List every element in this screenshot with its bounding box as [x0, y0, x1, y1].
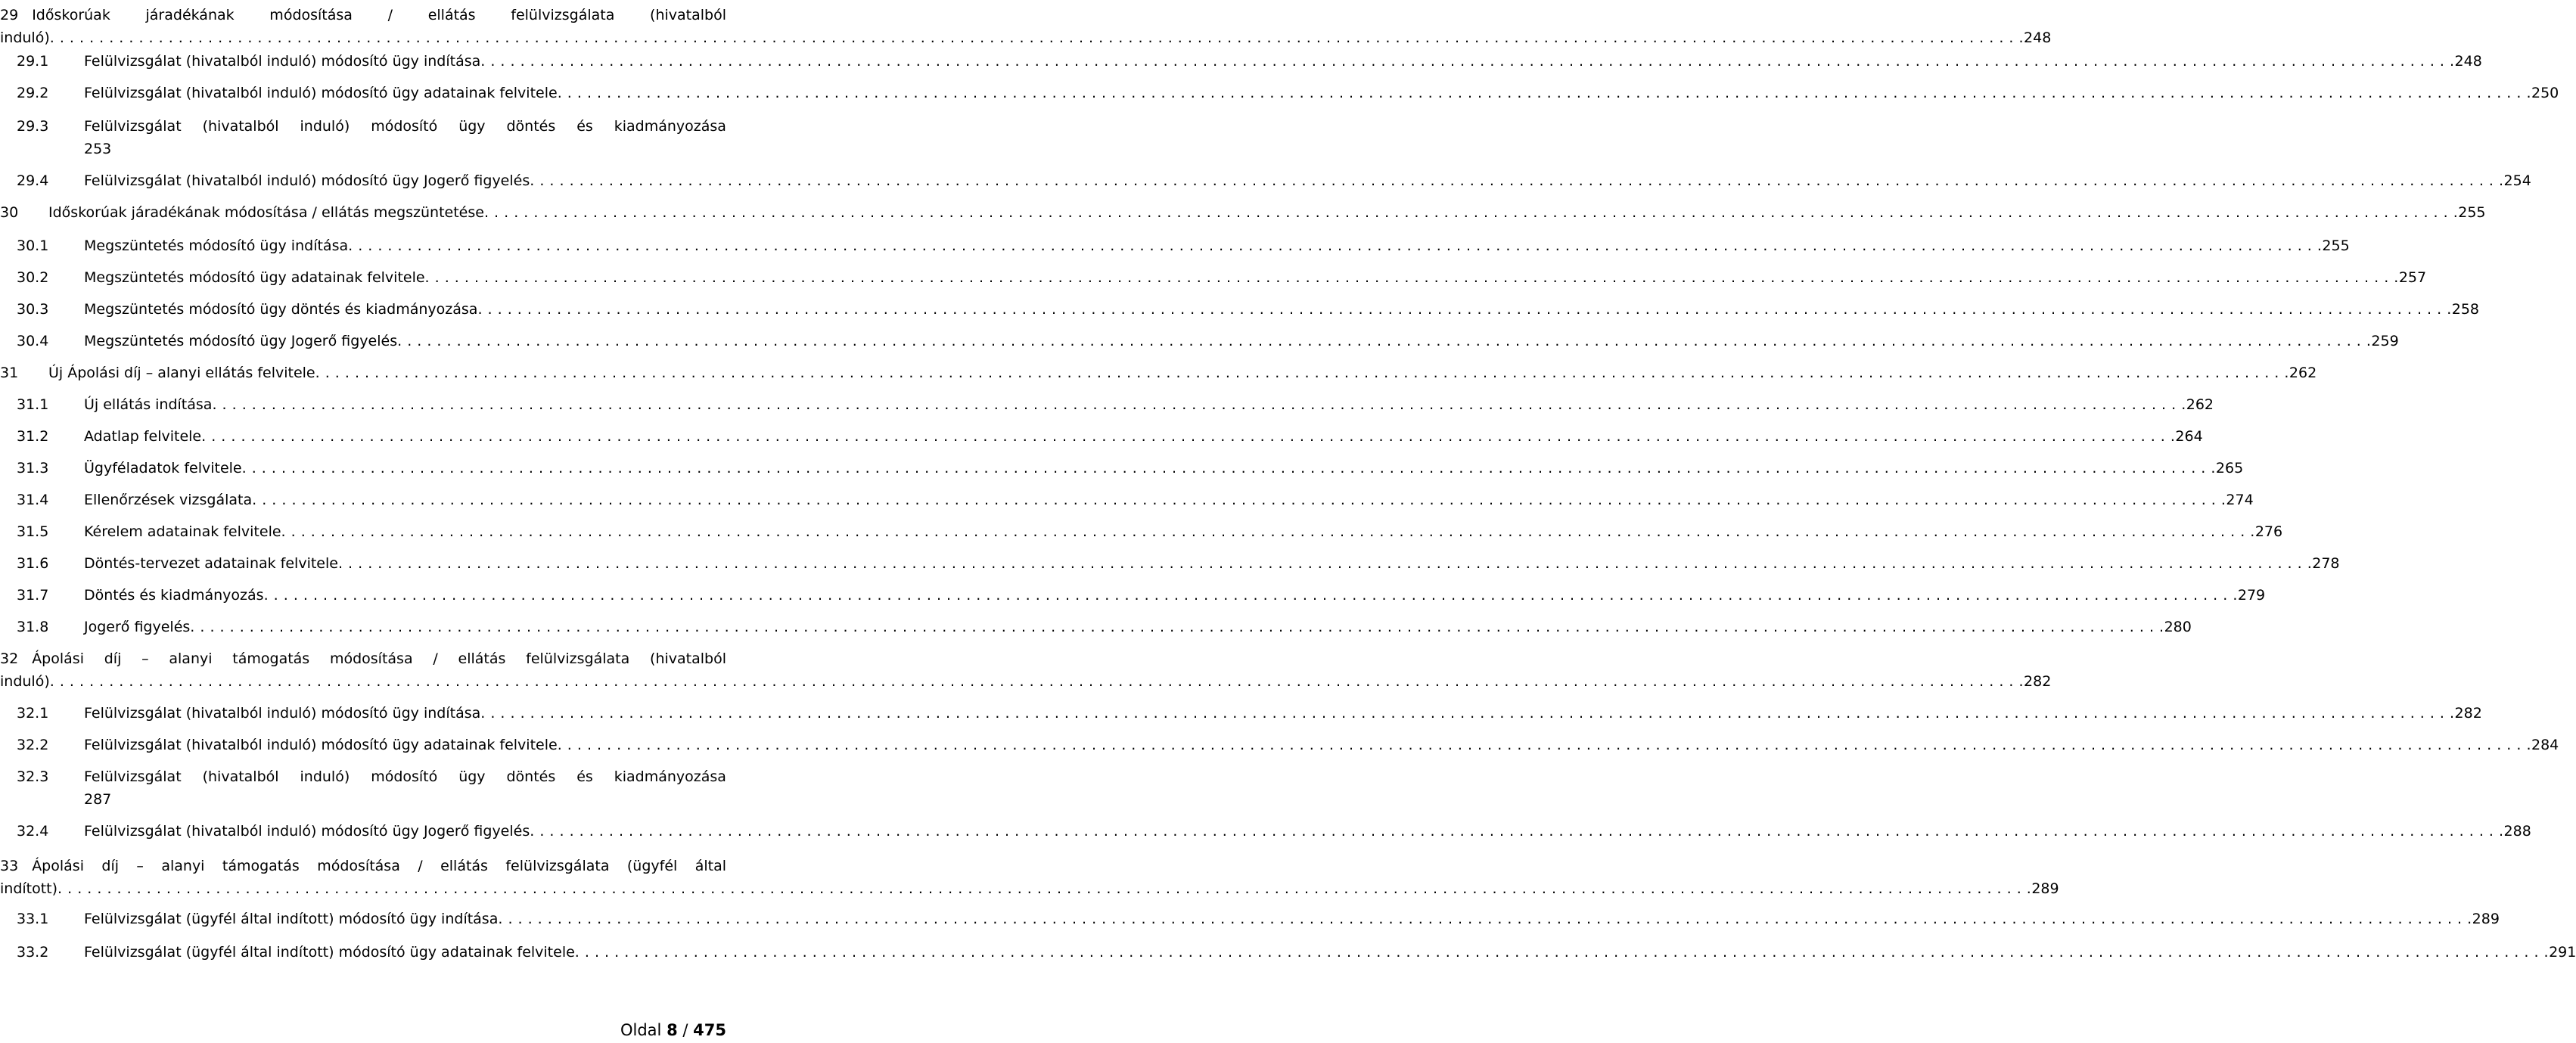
toc-entry-line: [0, 520, 2283, 543]
toc-entry-line: [0, 941, 2576, 964]
toc-entry[interactable]: [0, 908, 2500, 930]
toc-entry-fill: [84, 584, 2266, 607]
toc-leader-dots: . . . . . . . . . . . . . . . . . . . . . . . . . . . . . . . . . . . . . . . . . . . . . . . . . . . . . . . . . . . . . . . . . . . . . . . . . . . . . . . . . . . . . . . . . . . . . . . . . . . . . . . . . . . . . . . . . . . . . . . . . . . . . . . . . . . . . . . . . . . . . . . . . . . . . . . . . . . . . . . . . . . . . . . . . . . . . . . . . . . . . . . . . . . . . . . . . . . . . . . .: [498, 911, 2472, 927]
toc-entry[interactable]: [0, 702, 2482, 725]
toc-page-number: 262: [2289, 365, 2317, 381]
toc-entry-title: Időskorúak járadékának módosítása / ellátás felülvizsgálata (hivatalból: [32, 7, 726, 23]
toc-entry-line: [0, 734, 2559, 756]
toc-page-number: 257: [2398, 269, 2427, 286]
toc-entry[interactable]: [0, 330, 2399, 352]
toc-entry-number: 29.4: [17, 172, 49, 189]
toc-page-number: 282: [2024, 673, 2052, 690]
toc-entry-title: Felülvizsgálat (hivatalból induló) módosító ügy indítása: [84, 53, 481, 70]
toc-entry[interactable]: [0, 584, 2266, 607]
toc-entry-title: Felülvizsgálat (hivatalból induló) módosító ügy adatainak felvitele: [84, 85, 558, 101]
toc-entry-number: 31: [0, 365, 19, 381]
toc-entry-title: Ápolási díj – alanyi támogatás módosítása / ellátás felülvizsgálata (hivatalból: [32, 650, 726, 667]
toc-entry-number: 31.6: [17, 555, 49, 572]
toc-entry[interactable]: [0, 4, 2052, 51]
toc-entry-number: 32: [0, 650, 19, 667]
toc-entry[interactable]: [0, 266, 2427, 289]
toc-entry-fill: [84, 702, 2482, 725]
toc-leader-dots: . . . . . . . . . . . . . . . . . . . . . . . . . . . . . . . . . . . . . . . . . . . . . . . . . . . . . . . . . . . . . . . . . . . . . . . . . . . . . . . . . . . . . . . . . . . . . . . . . . . . . . . . . . . . . . . . . . . . . . . . . . . . . . . . . . . . . . . . . . . . . . . . . . . . . . . . . . . . . . . . . . . . . . . . . . . . . . . . . . . . . . . . . . . . . . . . . . . . . . . .: [348, 237, 2323, 254]
toc-entry-fill: [84, 425, 2203, 448]
toc-entry-number: 30.3: [17, 301, 49, 318]
toc-entry-line: [0, 266, 2427, 289]
toc-entry-line: [0, 877, 2059, 902]
toc-page-number: 282: [2454, 705, 2482, 722]
toc-entry-fill: [84, 908, 2500, 930]
toc-entry-line: [0, 647, 726, 670]
toc-page-number: 274: [2226, 492, 2254, 508]
toc-page-number: 259: [2371, 333, 2399, 349]
toc-leader-dots: . . . . . . . . . . . . . . . . . . . . . . . . . . . . . . . . . . . . . . . . . . . . . . . . . . . . . . . . . . . . . . . . . . . . . . . . . . . . . . . . . . . . . . . . . . . . . . . . . . . . . . . . . . . . . . . . . . . . . . . . . . . . . . . . . . . . . . . . . . . . . . . . . . . . . . . . . . . . . . . . . . . . . . . . . . . . . . . . . . . . . . . . . . . . . . . . . . . . . . . .: [281, 523, 2255, 540]
toc-leader-dots: . . . . . . . . . . . . . . . . . . . . . . . . . . . . . . . . . . . . . . . . . . . . . . . . . . . . . . . . . . . . . . . . . . . . . . . . . . . . . . . . . . . . . . . . . . . . . . . . . . . . . . . . . . . . . . . . . . . . . . . . . . . . . . . . . . . . . . . . . . . . . . . . . . . . . . . . . . . . . . . . . . . . . . . . . . . . . . . . . . . . . . . . . . . . . . . . . . . . . . . .: [337, 555, 2313, 572]
toc-page-number: 258: [2451, 301, 2479, 318]
toc-leader-dots: . . . . . . . . . . . . . . . . . . . . . . . . . . . . . . . . . . . . . . . . . . . . . . . . . . . . . . . . . . . . . . . . . . . . . . . . . . . . . . . . . . . . . . . . . . . . . . . . . . . . . . . . . . . . . . . . . . . . . . . . . . . . . . . . . . . . . . . . . . . . . . . . . . . . . . . . . . . . . . . . . . . . . . . . . . . . . . . . . . . . . . . . . . . . . . . . . . . . . . . .: [241, 460, 2216, 476]
toc-entry-number: 32.3: [17, 768, 49, 785]
toc-entry-line: [0, 457, 2244, 480]
toc-entry-title: Döntés-tervezet adatainak felvitele: [84, 555, 338, 572]
toc-entry-title: Jogerő figyelés: [84, 619, 191, 635]
toc-entry-number: 32.1: [17, 705, 49, 722]
toc-title-word: ügy: [458, 118, 486, 135]
toc-page-number: 255: [2322, 237, 2350, 254]
toc-entry-fill: [84, 820, 2531, 843]
toc-entry-fill: [84, 234, 2350, 257]
toc-leader-dots: . . . . . . . . . . . . . . . . . . . . . . . . . . . . . . . . . . . . . . . . . . . . . . . . . . . . . . . . . . . . . . . . . . . . . . . . . . . . . . . . . . . . . . . . . . . . . . . . . . . . . . . . . . . . . . . . . . . . . . . . . . . . . . . . . . . . . . . . . . . . . . . . . . . . . . . . . . . . . . . . . . . . . . . . . . . . . . . . . . . . . . . . . . . . . . . . . . . . . . . .: [477, 301, 2452, 318]
toc-leader-dots: . . . . . . . . . . . . . . . . . . . . . . . . . . . . . . . . . . . . . . . . . . . . . . . . . . . . . . . . . . . . . . . . . . . . . . . . . . . . . . . . . . . . . . . . . . . . . . . . . . . . . . . . . . . . . . . . . . . . . . . . . . . . . . . . . . . . . . . . . . . . . . . . . . . . . . . . . . . . . . . . . . . . . . . . . . . . . . . . . . . . . . . . . . . . . . . . . . . . . . . .: [424, 269, 2399, 286]
toc-entry-line: [0, 670, 2052, 694]
toc-entry-line: [0, 393, 2214, 416]
toc-entry-line: [0, 702, 2482, 725]
toc-entry[interactable]: [0, 647, 2052, 694]
toc-page-number: 289: [2472, 911, 2500, 927]
toc-entry-line: [0, 855, 726, 877]
toc-entry-line: [0, 788, 726, 811]
footer-label: Oldal: [620, 1021, 662, 1039]
toc-entry-continuation: indított): [0, 880, 58, 897]
toc-entry-number: 29.1: [17, 53, 49, 70]
toc-entry-line: [0, 908, 2500, 930]
toc-leader-dots: . . . . . . . . . . . . . . . . . . . . . . . . . . . . . . . . . . . . . . . . . . . . . . . . . . . . . . . . . . . . . . . . . . . . . . . . . . . . . . . . . . . . . . . . . . . . . . . . . . . . . . . . . . . . . . . . . . . . . . . . . . . . . . . . . . . . . . . . . . . . . . . . . . . . . . . . . . . . . . . . . . . . . . . . . . . . . . . . . . . . . . . . . . . . . . . . . . . . . . . .: [557, 737, 2531, 753]
toc-leader-dots: . . . . . . . . . . . . . . . . . . . . . . . . . . . . . . . . . . . . . . . . . . . . . . . . . . . . . . . . . . . . . . . . . . . . . . . . . . . . . . . . . . . . . . . . . . . . . . . . . . . . . . . . . . . . . . . . . . . . . . . . . . . . . . . . . . . . . . . . . . . . . . . . . . . . . . . . . . . . . . . . . . . . . . . . . . . . . . . . . . . . . . . . . . . . . . . . . . . . . . . .: [190, 619, 2164, 635]
toc-title-word: induló): [300, 768, 350, 785]
toc-page-number: 248: [2454, 53, 2482, 70]
toc-entry-fill: [84, 941, 2576, 964]
toc-page-number: 248: [2024, 29, 2052, 46]
toc-title-word: Felülvizsgálat: [84, 118, 182, 135]
toc-entry-title: Felülvizsgálat (hivatalból induló) módosító ügy indítása: [84, 705, 481, 722]
toc-entry[interactable]: [0, 82, 2559, 104]
toc-entry-fill: [84, 552, 2340, 575]
toc-entry-fill: [0, 877, 2059, 900]
toc-entry-line: [0, 298, 2479, 321]
toc-entry-title: Felülvizsgálat (hivatalból induló) módosító ügy Jogerő figyelés: [84, 172, 530, 189]
toc-entry[interactable]: [0, 855, 2059, 902]
toc-entry-title: Időskorúak járadékának módosítása / ellátás megszüntetése: [48, 204, 484, 221]
toc-entry-title: Kérelem adatainak felvitele: [84, 523, 281, 540]
toc-entry-title: Felülvizsgálat (hivatalból induló) módosító ügy adatainak felvitele: [84, 737, 558, 753]
toc-title-word: ügy: [458, 768, 486, 785]
toc-page-number: 278: [2312, 555, 2340, 572]
toc-entry-line: [0, 330, 2399, 352]
toc-entry-title: Megszüntetés módosító ügy adatainak felvitele: [84, 269, 425, 286]
toc-entry-fill: [84, 616, 2192, 638]
toc-entry-line: [0, 552, 2340, 575]
toc-entry-line: [0, 169, 2531, 192]
toc-leader-dots: . . . . . . . . . . . . . . . . . . . . . . . . . . . . . . . . . . . . . . . . . . . . . . . . . . . . . . . . . . . . . . . . . . . . . . . . . . . . . . . . . . . . . . . . . . . . . . . . . . . . . . . . . . . . . . . . . . . . . . . . . . . . . . . . . . . . . . . . . . . . . . . . . . . . . . . . . . . . . . . . . . . . . . . . . . . . . . . . . . . . . . . . . . . . . . . . . . . . . . . .: [57, 880, 2032, 897]
toc-leader-dots: . . . . . . . . . . . . . . . . . . . . . . . . . . . . . . . . . . . . . . . . . . . . . . . . . . . . . . . . . . . . . . . . . . . . . . . . . . . . . . . . . . . . . . . . . . . . . . . . . . . . . . . . . . . . . . . . . . . . . . . . . . . . . . . . . . . . . . . . . . . . . . . . . . . . . . . . . . . . . . . . . . . . . . . . . . . . . . . . . . . . . . . . . . . . . . . . . . . . . . . .: [252, 492, 2226, 508]
toc-entry-number: 31.4: [17, 492, 49, 508]
toc-page-number: 265: [2215, 460, 2244, 476]
toc-entry-fill: [84, 82, 2559, 104]
toc-entry[interactable]: [0, 489, 2254, 511]
toc-entry-fill: [48, 362, 2317, 384]
toc-entry-title: Felülvizsgálat (ügyfél által indított) módosító ügy adatainak felvitele: [84, 944, 575, 961]
footer-separator: /: [682, 1021, 688, 1039]
toc-entry-title: Felülvizsgálat (ügyfél által indított) módosító ügy indítása: [84, 911, 499, 927]
page-footer: [620, 1019, 726, 1043]
footer-total-pages: 475: [693, 1021, 726, 1039]
toc-entry-number: 31.1: [17, 396, 49, 413]
toc-page-number: 255: [2458, 204, 2486, 221]
toc-entry-title: Új ellátás indítása: [84, 396, 213, 413]
toc-page-number: 250: [2531, 85, 2559, 101]
toc-page-number: 262: [2186, 396, 2214, 413]
toc-entry-title: Felülvizsgálat (hivatalból induló) módosító ügy Jogerő figyelés: [84, 823, 530, 840]
toc-entry-number: 29: [0, 7, 19, 23]
toc-entry[interactable]: [0, 169, 2531, 192]
toc-page-number: 276: [2254, 523, 2283, 540]
toc-title-word: kiadmányozása: [614, 768, 726, 785]
toc-entry-title: Ügyféladatok felvitele: [84, 460, 242, 476]
toc-entry-continuation: induló): [0, 673, 50, 690]
toc-entry[interactable]: [0, 616, 2192, 638]
toc-page-number: 254: [2503, 172, 2531, 189]
toc-entry-continuation: induló): [0, 29, 50, 46]
toc-entry-number: 31.5: [17, 523, 49, 540]
toc-title-word: döntés: [506, 768, 556, 785]
toc-entry-line: [0, 50, 2482, 73]
toc-entry[interactable]: [0, 50, 2482, 73]
toc-leader-dots: . . . . . . . . . . . . . . . . . . . . . . . . . . . . . . . . . . . . . . . . . . . . . . . . . . . . . . . . . . . . . . . . . . . . . . . . . . . . . . . . . . . . . . . . . . . . . . . . . . . . . . . . . . . . . . . . . . . . . . . . . . . . . . . . . . . . . . . . . . . . . . . . . . . . . . . . . . . . . . . . . . . . . . . . . . . . . . . . . . . . . . . . . . . . . . . . . . . . . . . .: [480, 53, 2455, 70]
toc-entry-number: 33.2: [17, 944, 49, 961]
toc-entry-number: 31.2: [17, 428, 49, 445]
toc-leader-dots: . . . . . . . . . . . . . . . . . . . . . . . . . . . . . . . . . . . . . . . . . . . . . . . . . . . . . . . . . . . . . . . . . . . . . . . . . . . . . . . . . . . . . . . . . . . . . . . . . . . . . . . . . . . . . . . . . . . . . . . . . . . . . . . . . . . . . . . . . . . . . . . . . . . . . . . . . . . . . . . . . . . . . . . . . . . . . . . . . . . . . . . . . . . . . . . . . . . . . . . .: [480, 705, 2455, 722]
toc-entry-fill: [0, 670, 2052, 693]
toc-entry-fill: [84, 489, 2254, 511]
toc-page-number: 289: [2031, 880, 2059, 897]
toc-leader-dots: . . . . . . . . . . . . . . . . . . . . . . . . . . . . . . . . . . . . . . . . . . . . . . . . . . . . . . . . . . . . . . . . . . . . . . . . . . . . . . . . . . . . . . . . . . . . . . . . . . . . . . . . . . . . . . . . . . . . . . . . . . . . . . . . . . . . . . . . . . . . . . . . . . . . . . . . . . . . . . . . . . . . . . . . . . . . . . . . . . . . . . . . . . . . . . . . . . . . . . . .: [483, 204, 2459, 221]
toc-entry-title: [84, 765, 726, 788]
toc-leader-dots: . . . . . . . . . . . . . . . . . . . . . . . . . . . . . . . . . . . . . . . . . . . . . . . . . . . . . . . . . . . . . . . . . . . . . . . . . . . . . . . . . . . . . . . . . . . . . . . . . . . . . . . . . . . . . . . . . . . . . . . . . . . . . . . . . . . . . . . . . . . . . . . . . . . . . . . . . . . . . . . . . . . . . . . . . . . . . . . . . . . . . . . . . . . . . . . . . . . . . . . .: [557, 85, 2531, 101]
toc-entry-fill: [84, 50, 2482, 73]
toc-page-number: 280: [2164, 619, 2192, 635]
toc-title-word: (hivatalból: [202, 118, 279, 135]
toc-entry-number: 30.4: [17, 333, 49, 349]
toc-entry-number: 31.3: [17, 460, 49, 476]
toc-entry-title: Adatlap felvitele: [84, 428, 202, 445]
toc-entry-fill: [48, 201, 2486, 224]
toc-leader-dots: . . . . . . . . . . . . . . . . . . . . . . . . . . . . . . . . . . . . . . . . . . . . . . . . . . . . . . . . . . . . . . . . . . . . . . . . . . . . . . . . . . . . . . . . . . . . . . . . . . . . . . . . . . . . . . . . . . . . . . . . . . . . . . . . . . . . . . . . . . . . . . . . . . . . . . . . . . . . . . . . . . . . . . . . . . . . . . . . . . . . . . . . . . . . . . . . . . . . . . . .: [530, 823, 2504, 840]
toc-entry-line: [0, 616, 2192, 638]
toc-entry-title: Megszüntetés módosító ügy indítása: [84, 237, 349, 254]
toc-entry-fill: [84, 734, 2559, 756]
toc-entry[interactable]: [0, 362, 2317, 384]
toc-entry-title: Döntés és kiadmányozás: [84, 587, 264, 604]
toc-entry-title: Ellenőrzések vizsgálata: [84, 492, 253, 508]
toc-entry-number: 31.8: [17, 619, 49, 635]
toc-leader-dots: . . . . . . . . . . . . . . . . . . . . . . . . . . . . . . . . . . . . . . . . . . . . . . . . . . . . . . . . . . . . . . . . . . . . . . . . . . . . . . . . . . . . . . . . . . . . . . . . . . . . . . . . . . . . . . . . . . . . . . . . . . . . . . . . . . . . . . . . . . . . . . . . . . . . . . . . . . . . . . . . . . . . . . . . . . . . . . . . . . . . . . . . . . . . . . . . . . . . . . . .: [397, 333, 2372, 349]
toc-entry[interactable]: [0, 941, 2576, 964]
toc-leader-dots: . . . . . . . . . . . . . . . . . . . . . . . . . . . . . . . . . . . . . . . . . . . . . . . . . . . . . . . . . . . . . . . . . . . . . . . . . . . . . . . . . . . . . . . . . . . . . . . . . . . . . . . . . . . . . . . . . . . . . . . . . . . . . . . . . . . . . . . . . . . . . . . . . . . . . . . . . . . . . . . . . . . . . . . . . . . . . . . . . . . . . . . . . . . . . . . . . . . . . . . .: [49, 673, 2024, 690]
toc-entry-number: 29.3: [17, 118, 49, 135]
toc-leader-dots: . . . . . . . . . . . . . . . . . . . . . . . . . . . . . . . . . . . . . . . . . . . . . . . . . . . . . . . . . . . . . . . . . . . . . . . . . . . . . . . . . . . . . . . . . . . . . . . . . . . . . . . . . . . . . . . . . . . . . . . . . . . . . . . . . . . . . . . . . . . . . . . . . . . . . . . . . . . . . . . . . . . . . . . . . . . . . . . . . . . . . . . . . . . . . . . . . . . . . . . .: [201, 428, 2176, 445]
toc-entry[interactable]: [0, 520, 2283, 543]
toc-entry-number: 30.1: [17, 237, 49, 254]
toc-page-number: 291: [2549, 944, 2576, 961]
toc-entry-line: [0, 765, 726, 788]
footer-current-page: 8: [667, 1021, 678, 1039]
toc-title-word: módosító: [371, 768, 438, 785]
toc-page-number: 288: [2503, 823, 2531, 840]
toc-title-word: és: [576, 768, 593, 785]
toc-entry-fill: [84, 457, 2244, 480]
toc-entry-number: 30.2: [17, 269, 49, 286]
toc-entry[interactable]: [0, 552, 2340, 575]
toc-entry-line: [0, 425, 2203, 448]
toc-entry-line: [0, 115, 726, 138]
toc-entry-title: [84, 115, 726, 138]
toc-leader-dots: . . . . . . . . . . . . . . . . . . . . . . . . . . . . . . . . . . . . . . . . . . . . . . . . . . . . . . . . . . . . . . . . . . . . . . . . . . . . . . . . . . . . . . . . . . . . . . . . . . . . . . . . . . . . . . . . . . . . . . . . . . . . . . . . . . . . . . . . . . . . . . . . . . . . . . . . . . . . . . . . . . . . . . . . . . . . . . . . . . . . . . . . . . . . . . . . . . . . . . . .: [530, 172, 2504, 189]
toc-leader-dots: . . . . . . . . . . . . . . . . . . . . . . . . . . . . . . . . . . . . . . . . . . . . . . . . . . . . . . . . . . . . . . . . . . . . . . . . . . . . . . . . . . . . . . . . . . . . . . . . . . . . . . . . . . . . . . . . . . . . . . . . . . . . . . . . . . . . . . . . . . . . . . . . . . . . . . . . . . . . . . . . . . . . . . . . . . . . . . . . . . . . . . . . . . . . . . . . . . . . . . . .: [212, 396, 2186, 413]
toc-entry[interactable]: [0, 734, 2559, 756]
toc-entry-number: 30: [0, 204, 19, 221]
toc-entry-number: 32.4: [17, 823, 49, 840]
toc-entry-number: 29.2: [17, 85, 49, 101]
toc-page-number: 279: [2237, 587, 2266, 604]
toc-page-number: 253: [84, 141, 112, 157]
toc-title-word: kiadmányozása: [614, 118, 726, 135]
toc-entry-title: Új Ápolási díj – alanyi ellátás felvitele: [48, 365, 315, 381]
toc-entry-line: [0, 26, 2052, 51]
toc-page-number: 284: [2531, 737, 2559, 753]
toc-entry-title: Ápolási díj – alanyi támogatás módosítása / ellátás felülvizsgálata (ügyfél által: [32, 858, 726, 874]
toc-entry[interactable]: [0, 457, 2244, 480]
toc-entry-line: [0, 234, 2350, 257]
toc-entry[interactable]: [0, 234, 2350, 257]
toc-entry-line: [0, 4, 726, 26]
toc-leader-dots: . . . . . . . . . . . . . . . . . . . . . . . . . . . . . . . . . . . . . . . . . . . . . . . . . . . . . . . . . . . . . . . . . . . . . . . . . . . . . . . . . . . . . . . . . . . . . . . . . . . . . . . . . . . . . . . . . . . . . . . . . . . . . . . . . . . . . . . . . . . . . . . . . . . . . . . . . . . . . . . . . . . . . . . . . . . . . . . . . . . . . . . . . . . . . . . . . . . . . . . .: [49, 29, 2024, 46]
toc-entry-line: [0, 584, 2266, 607]
toc-entry[interactable]: [0, 425, 2203, 448]
toc-entry-fill: [84, 266, 2427, 289]
toc-entry-title: Megszüntetés módosító ügy döntés és kiadmányozása: [84, 301, 478, 318]
toc-title-word: induló): [300, 118, 350, 135]
toc-entry-line: [0, 82, 2559, 104]
toc-entry-number: 33.1: [17, 911, 49, 927]
toc-entry[interactable]: [0, 765, 726, 811]
toc-entry[interactable]: [0, 201, 2486, 224]
toc-entry[interactable]: [0, 298, 2479, 321]
toc-title-word: Felülvizsgálat: [84, 768, 182, 785]
toc-title-word: (hivatalból: [202, 768, 279, 785]
toc-entry-line: [0, 489, 2254, 511]
toc-entry-number: 32.2: [17, 737, 49, 753]
toc-entry-line: [0, 362, 2317, 384]
toc-entry-fill: [84, 330, 2399, 352]
toc-title-word: és: [576, 118, 593, 135]
toc-entry-fill: [84, 393, 2214, 416]
toc-entry-fill: [84, 169, 2531, 192]
toc-title-word: döntés: [506, 118, 556, 135]
toc-leader-dots: . . . . . . . . . . . . . . . . . . . . . . . . . . . . . . . . . . . . . . . . . . . . . . . . . . . . . . . . . . . . . . . . . . . . . . . . . . . . . . . . . . . . . . . . . . . . . . . . . . . . . . . . . . . . . . . . . . . . . . . . . . . . . . . . . . . . . . . . . . . . . . . . . . . . . . . . . . . . . . . . . . . . . . . . . . . . . . . . . . . . . . . . . . . . . . . . . . . . . . . .: [315, 365, 2289, 381]
toc-entry-line: [0, 138, 726, 160]
toc-page-number: 287: [84, 791, 112, 808]
toc-title-word: módosító: [371, 118, 438, 135]
toc-entry-line: [0, 820, 2531, 843]
toc-entry-fill: [84, 298, 2479, 321]
toc-entry[interactable]: [0, 393, 2214, 416]
toc-entry[interactable]: [0, 115, 726, 160]
toc-entry-line: [0, 201, 2486, 224]
toc-leader-dots: . . . . . . . . . . . . . . . . . . . . . . . . . . . . . . . . . . . . . . . . . . . . . . . . . . . . . . . . . . . . . . . . . . . . . . . . . . . . . . . . . . . . . . . . . . . . . . . . . . . . . . . . . . . . . . . . . . . . . . . . . . . . . . . . . . . . . . . . . . . . . . . . . . . . . . . . . . . . . . . . . . . . . . . . . . . . . . . . . . . . . . . . . . . . . . . . . . . . . . . .: [263, 587, 2238, 604]
toc-entry-number: 33: [0, 858, 19, 874]
toc-entry-fill: [0, 26, 2052, 49]
toc-entry-fill: [84, 520, 2283, 543]
toc-entry-title: Megszüntetés módosító ügy Jogerő figyelés: [84, 333, 398, 349]
toc-entry[interactable]: [0, 820, 2531, 843]
toc-page-number: 264: [2175, 428, 2203, 445]
toc-entry-number: 31.7: [17, 587, 49, 604]
toc-leader-dots: . . . . . . . . . . . . . . . . . . . . . . . . . . . . . . . . . . . . . . . . . . . . . . . . . . . . . . . . . . . . . . . . . . . . . . . . . . . . . . . . . . . . . . . . . . . . . . . . . . . . . . . . . . . . . . . . . . . . . . . . . . . . . . . . . . . . . . . . . . . . . . . . . . . . . . . . . . . . . . . . . . . . . . . . . . . . . . . . . . . . . . . . . . . . . . . . . . . . . . . .: [574, 944, 2550, 961]
